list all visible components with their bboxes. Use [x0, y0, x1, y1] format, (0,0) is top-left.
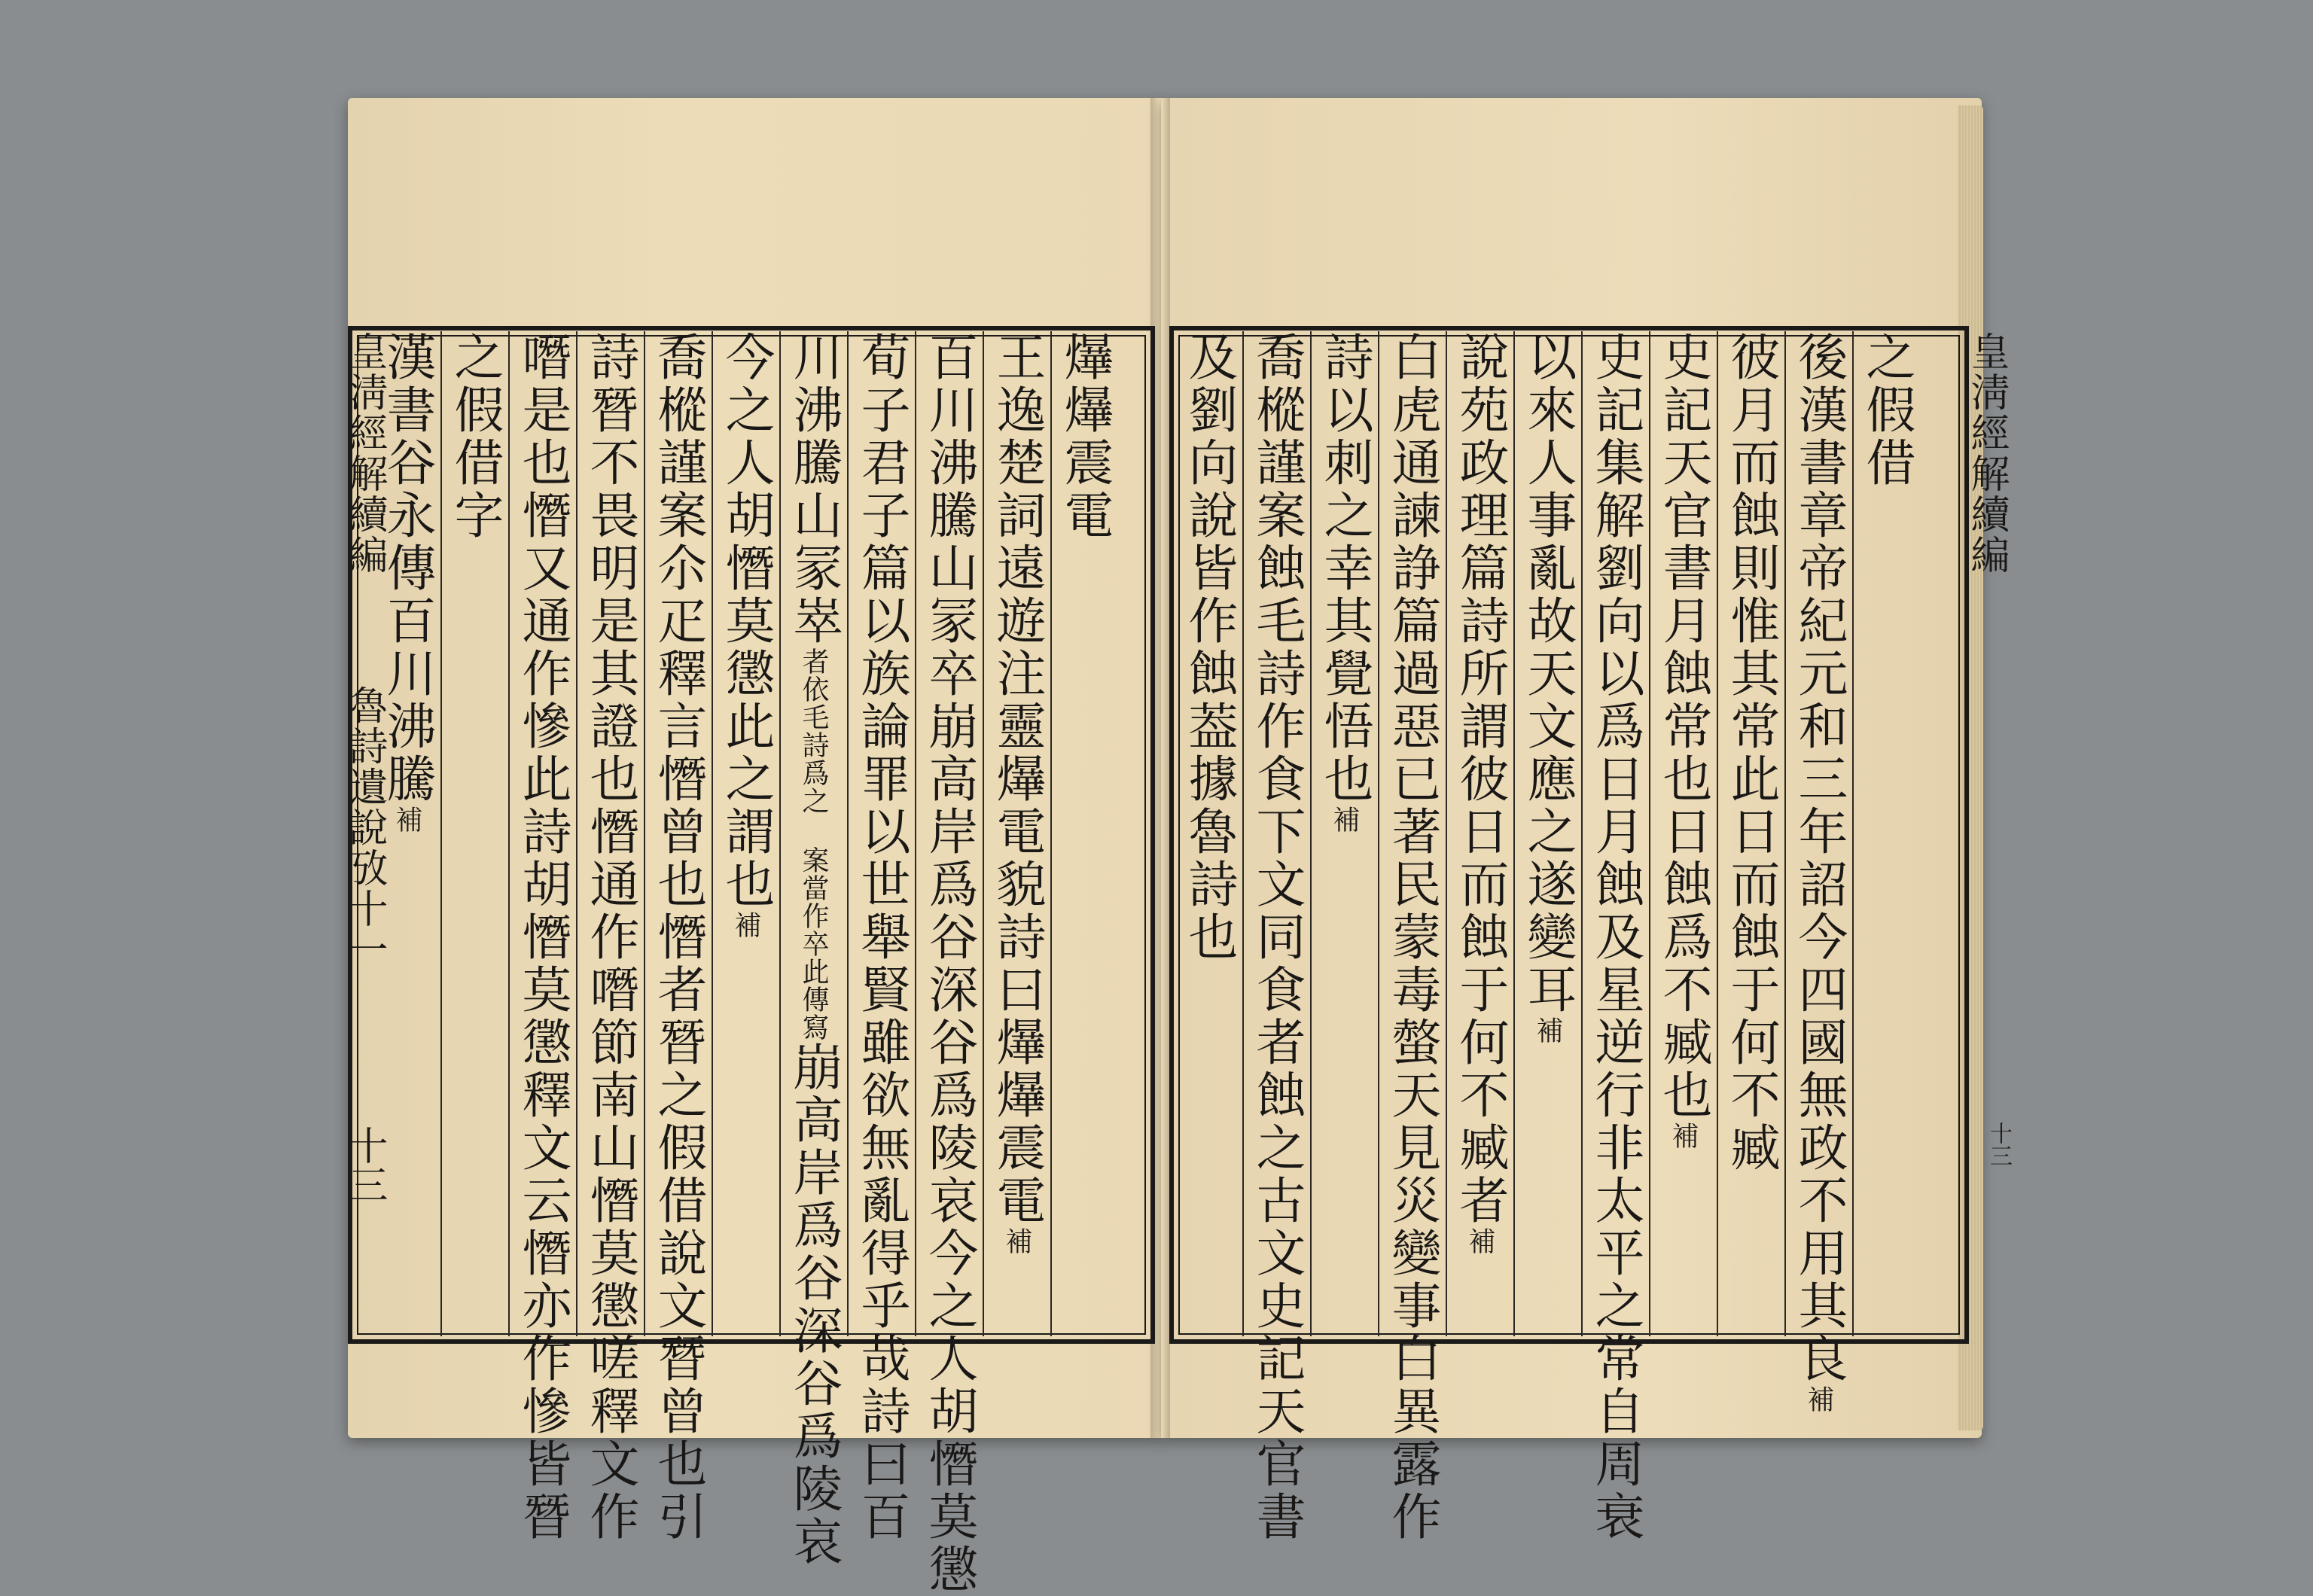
right-column-text: 以來人事亂故天文應之遂變耳 — [1519, 331, 1577, 1016]
left-column-rule — [508, 331, 510, 1336]
left-column-note: 補 — [392, 806, 422, 833]
right-column-rule — [1852, 331, 1854, 1336]
left-column-4 — [843, 331, 919, 1543]
left-column-3 — [911, 331, 986, 1596]
left-column-rule — [1050, 331, 1052, 1336]
left-column-text: 今之人胡憯莫懲此之謂也 — [717, 331, 775, 911]
left-column-rule — [983, 331, 984, 1336]
right-column-2 — [1781, 331, 1856, 1413]
left-column-rule — [847, 331, 849, 1336]
right-column-note: 補 — [1532, 1016, 1563, 1044]
right-column-rule — [1310, 331, 1312, 1336]
left-column-rule — [915, 331, 916, 1336]
right-column-note: 補 — [1464, 1227, 1495, 1255]
right-column-text: 後漢書章帝紀元和三年詔今四國無政不用其良 — [1790, 331, 1848, 1385]
left-column-text: 爗爗震電 — [1056, 331, 1114, 542]
left-column-tail: 崩高岸爲谷深谷爲陵哀 — [785, 1041, 843, 1568]
right-column-4 — [1645, 331, 1720, 1333]
left-column-5 — [776, 331, 851, 1568]
left-column-text: 百川沸騰山冡卒崩高岸爲谷深谷爲陵哀今之人胡憯莫懲 — [920, 331, 978, 1596]
left-column-text: 詩朁不畏明是其證也憯通作噆節南山憯莫懲嗟釋文作 — [581, 331, 639, 1543]
left-column-text: 荀子君子篇以族論罪以世舉賢雖欲無亂得乎哉詩曰百 — [852, 331, 910, 1543]
left-column-rule — [440, 331, 442, 1336]
left-column-rule — [779, 331, 781, 1336]
right-column-9 — [1306, 331, 1382, 1333]
right-column-rule — [1717, 331, 1718, 1336]
left-column-text: 漢書谷永傳百川沸騰 — [378, 331, 436, 806]
left-column-1 — [1047, 331, 1122, 1333]
left-column-7 — [640, 331, 715, 1543]
right-column-1 — [1848, 331, 1924, 1333]
right-column-text: 詩以刺之幸其覺悟也 — [1315, 331, 1373, 806]
right-column-7 — [1442, 331, 1517, 1333]
left-column-rule — [644, 331, 645, 1336]
right-margin-label — [1964, 331, 2015, 1340]
left-column-note: 補 — [730, 911, 761, 939]
left-column-text: 之假借字 — [446, 331, 504, 542]
right-column-6 — [1510, 331, 1585, 1333]
right-column-text: 及劉向說皆作蝕葢據魯詩也 — [1180, 331, 1238, 964]
left-column-note: 補 — [1001, 1227, 1032, 1255]
margin-book-title: 皇淸經解續編 — [342, 331, 387, 575]
margin-chapter-title: 魯詩遺說攷十一 — [342, 685, 387, 970]
right-column-text: 之假借 — [1857, 331, 1915, 489]
right-column-note: 補 — [1668, 1122, 1699, 1150]
left-column-rule — [712, 331, 713, 1336]
left-column-text: 川沸騰山冡崒 — [785, 331, 843, 647]
right-column-rule — [1513, 331, 1515, 1336]
left-column-2 — [979, 331, 1054, 1333]
right-column-3 — [1713, 331, 1788, 1333]
left-column-rule — [576, 331, 577, 1336]
right-column-note: 補 — [1803, 1385, 1834, 1413]
right-column-5 — [1577, 331, 1653, 1543]
left-column-8 — [572, 331, 648, 1543]
left-column-note: 者依毛詩爲之 案當作卒此傳寫 — [798, 647, 829, 1041]
left-column-11 — [369, 331, 444, 1333]
right-column-text: 彼月而蝕則惟其常此日而蝕于何不臧 — [1722, 331, 1780, 1174]
right-column-rule — [1649, 331, 1650, 1336]
left-column-text: 喬樅謹案尒疋釋言憯曾也憯者朁之假借說文朁曾也引 — [649, 331, 707, 1543]
margin-folio: 十三 — [342, 1125, 387, 1204]
margin-folio-right: 十三 — [1985, 1122, 2012, 1167]
left-column-text: 王逸楚詞遠遊注靈爗電貌詩曰爗爗震電 — [988, 331, 1046, 1227]
left-column-9 — [504, 331, 580, 1543]
right-column-rule — [1242, 331, 1244, 1336]
right-column-rule — [1581, 331, 1583, 1336]
right-column-text: 白虎通諫諍篇過惡已著民蒙毒螫天見災變事白異露作 — [1383, 331, 1441, 1543]
right-column-text: 史記天官書月蝕常也日蝕爲不臧也 — [1654, 331, 1712, 1122]
right-column-11 — [1171, 331, 1246, 1333]
right-column-note: 補 — [1329, 806, 1360, 833]
right-column-10 — [1239, 331, 1314, 1543]
right-column-rule — [1378, 331, 1379, 1336]
right-column-8 — [1374, 331, 1449, 1543]
left-column-6 — [708, 331, 783, 1333]
right-column-rule — [1784, 331, 1786, 1336]
right-column-text: 史記集解劉向以爲日月蝕及星逆行非太平之常自周衰 — [1586, 331, 1644, 1543]
margin-book-title-right: 皇淸經解續編 — [1964, 331, 2009, 575]
right-column-text: 說苑政理篇詩所謂彼日而蝕于何不臧者 — [1451, 331, 1509, 1227]
right-column-rule — [1446, 331, 1447, 1336]
left-column-text: 噆是也憯又通作慘此詩胡憯莫懲釋文云憯亦作慘皆朁 — [513, 331, 571, 1543]
right-column-text: 喬樅謹案蝕毛詩作食下文同食者蝕之古文史記天官書 — [1248, 331, 1306, 1543]
left-column-10 — [437, 331, 512, 1333]
